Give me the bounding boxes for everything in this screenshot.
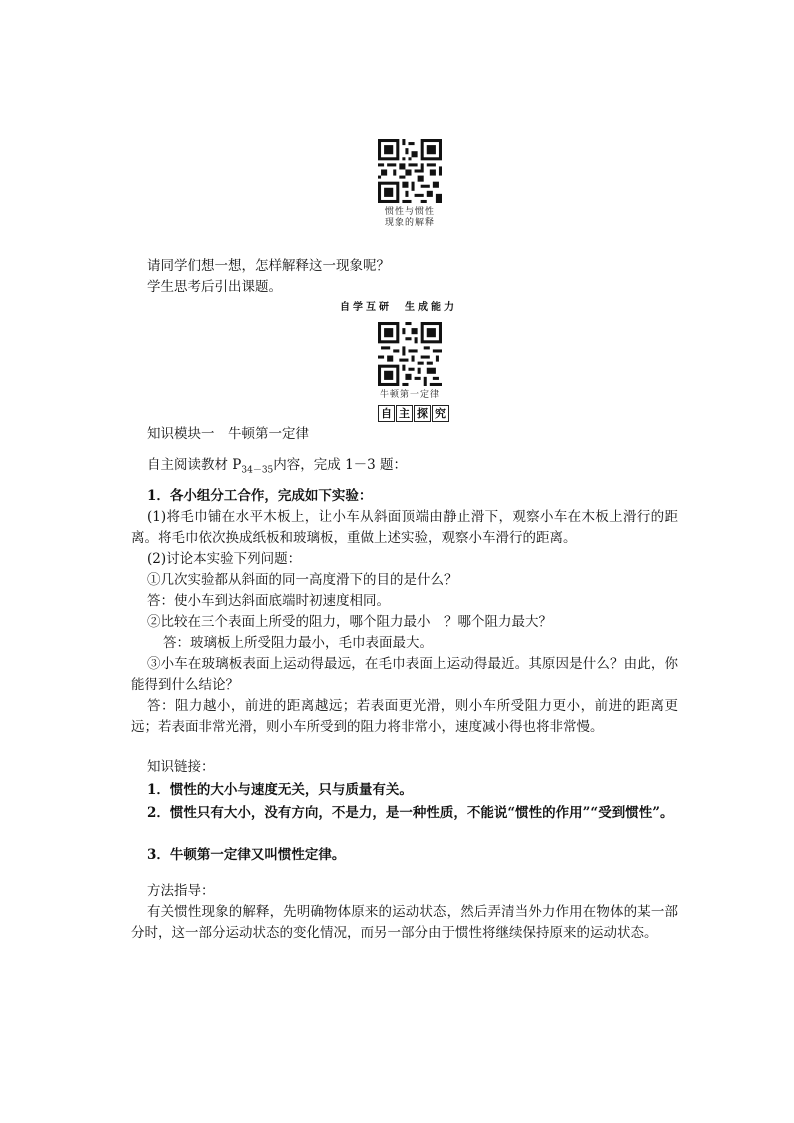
sub-question-c: ③小车在玻璃板表面上运动得最远，在毛巾表面上运动得最近。其原因是什么？由此，你能得到什么结论？ (131, 656, 678, 693)
intro-line2: 学生思考后引出课题。 (147, 279, 282, 295)
intro-line1: 请同学们想一想，怎样解释这一现象呢？ (147, 258, 390, 274)
question-1-part-2: (2)讨论本实验下列问题： (147, 551, 302, 567)
method-title: 方法指导： (147, 883, 215, 899)
qr-caption-line1: 惯性与惯性 (384, 207, 435, 217)
qr-caption-line2: 现象的解释 (384, 218, 435, 228)
tag-char: 究 (432, 405, 449, 422)
knowledge-link-item: 1．惯性的大小与速度无关，只与质量有关。 (147, 782, 413, 798)
qr-code-icon (378, 139, 442, 203)
reading-suffix: 内容，完成 1－3 题： (273, 457, 408, 473)
reading-instruction (147, 455, 407, 482)
answer-b: 答：玻璃板上所受阻力最小，毛巾表面最大。 (163, 635, 433, 651)
reading-prefix: 自主阅读教材 P (147, 457, 242, 473)
qr-code-image (378, 139, 442, 203)
qr-code-image-2 (378, 322, 442, 386)
module-title: 知识模块一 牛顿第一定律 (147, 426, 309, 442)
section-heading: 自学互研 生成能力 (340, 302, 457, 313)
tag-char: 探 (414, 405, 431, 422)
answer-c: 答：阻力越小，前进的距离越远；若表面更光滑，则小车所受阻力更小，前进的距离更远；若表面非常光滑，则小车所受到的阻力将非常小，速度减小得也将非常慢。 (131, 698, 678, 735)
qr-code-icon (378, 322, 442, 386)
sub-question-a: ①几次实验都从斜面的同一高度滑下的目的是什么？ (147, 572, 458, 588)
sub-question-b: ②比较在三个表面上所受的阻力，哪个阻力最小 ？哪个阻力最大？ (147, 614, 552, 630)
self-study-tag (378, 405, 450, 422)
knowledge-link-item: 2．惯性只有大小，没有方向，不是力，是一种性质，不能说“惯性的作用”“受到惯性”。 (147, 805, 674, 821)
method-text: 有关惯性现象的解释，先明确物体原来的运动状态，然后弄清当外力作用在物体的某一部分时，这一部分运动状态的变化情况，而另一部分由于惯性将继续保持原来的运动状态。 (131, 904, 678, 941)
tag-char: 自 (378, 405, 395, 422)
reading-pages: 34－35 (241, 465, 274, 476)
knowledge-link-item: 3．牛顿第一定律又叫惯性定律。 (147, 847, 346, 863)
question-1-part-1: (1)将毛巾铺在水平木板上，让小车从斜面顶端由静止滑下，观察小车在木板上滑行的距离。将毛巾依次换成纸板和玻璃板，重做上述实验，观察小车滑行的距离。 (131, 509, 678, 546)
tag-char: 主 (396, 405, 413, 422)
qr-caption-2: 牛顿第一定律 (379, 390, 440, 400)
answer-a: 答：使小车到达斜面底端时初速度相同。 (147, 593, 390, 609)
qr-caption (374, 207, 446, 229)
knowledge-link-title: 知识链接： (147, 759, 215, 775)
question-1: 1．各小组分工合作，完成如下实验： (147, 488, 373, 504)
